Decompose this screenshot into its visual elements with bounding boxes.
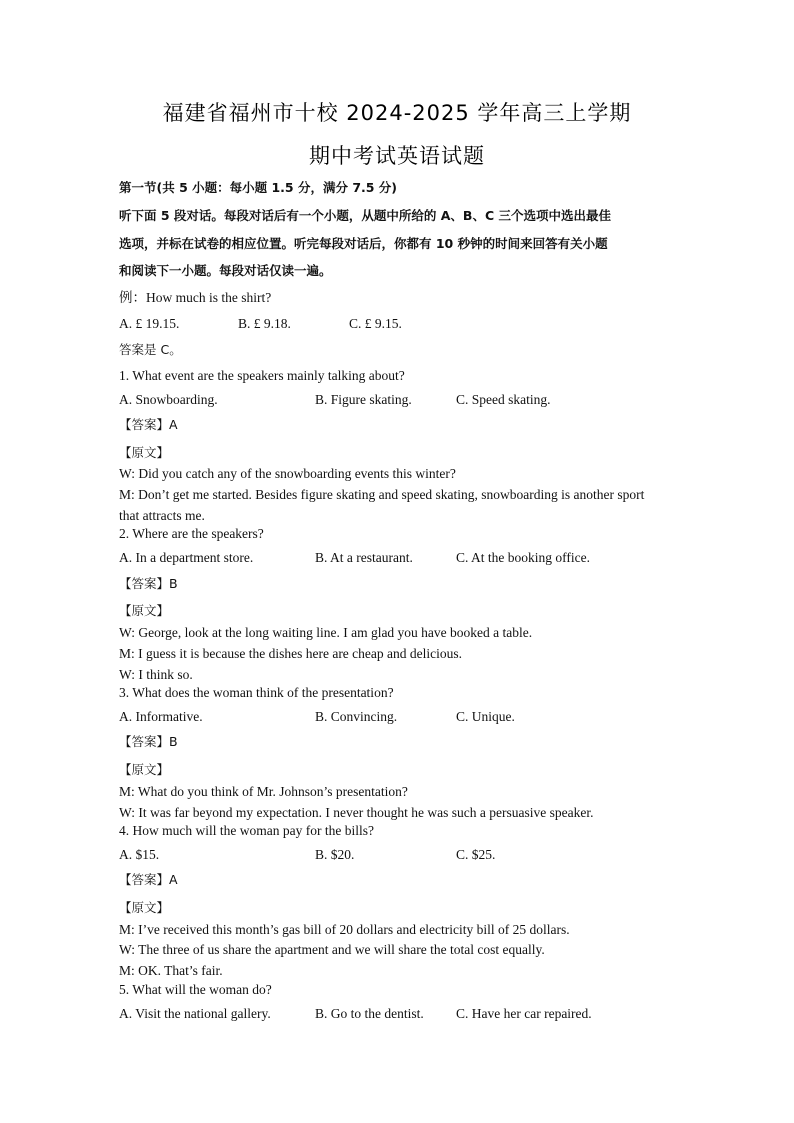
option-b: B. $20. — [315, 847, 355, 862]
transcript-line: M: OK. That’s fair. — [119, 963, 223, 978]
transcript-label: 【原文】 — [119, 445, 170, 460]
transcript-line: W: The three of us share the apartment and we will share the total cost equally. — [119, 942, 545, 957]
transcript-line: W: It was far beyond my expectation. I never thought he was such a persuasive speaker. — [119, 805, 594, 820]
option-a: A. $15. — [119, 847, 160, 862]
option-c: C. $25. — [456, 847, 496, 862]
option-c: C. At the booking office. — [456, 550, 590, 565]
example-option-a: A. £ 19.15. — [119, 316, 180, 331]
option-c: C. Have her car repaired. — [456, 1006, 592, 1021]
transcript-line: W: Did you catch any of the snowboarding events this winter? — [119, 466, 456, 481]
section-heading: 第一节(共 5 小题：每小题 1.5 分，满分 7.5 分) — [119, 180, 398, 195]
option-a: A. Informative. — [119, 709, 203, 724]
transcript-label: 【原文】 — [119, 900, 170, 915]
transcript-label: 【原文】 — [119, 762, 170, 777]
option-b: B. At a restaurant. — [315, 550, 413, 565]
option-b: B. Convincing. — [315, 709, 398, 724]
answer-label: 【答案】A — [119, 417, 178, 432]
answer-label: 【答案】B — [119, 734, 178, 749]
option-a: A. In a department store. — [119, 550, 254, 565]
question-text: 2. Where are the speakers? — [119, 526, 264, 541]
answer-label: 【答案】A — [119, 872, 178, 887]
transcript-line: that attracts me. — [119, 508, 205, 523]
option-b: B. Go to the dentist. — [315, 1006, 424, 1021]
transcript-line: M: Don’t get me started. Besides figure skating and speed skating, snowboarding is another sport — [119, 487, 645, 502]
document-title-line2: 期中考试英语试题 — [309, 144, 485, 168]
option-a: A. Visit the national gallery. — [119, 1006, 271, 1021]
transcript-line: M: What do you think of Mr. Johnson’s presentation? — [119, 784, 408, 799]
instructions-line: 听下面 5 段对话。每段对话后有一个小题，从题中所给的 A、B、C 三个选项中选出最佳 — [119, 208, 611, 223]
transcript-line: M: I guess it is because the dishes here are cheap and delicious. — [119, 646, 463, 661]
transcript-line: M: I’ve received this month’s gas bill of 20 dollars and electricity bill of 25 dollars. — [119, 922, 570, 937]
instructions-line: 和阅读下一小题。每段对话仅读一遍。 — [119, 263, 332, 278]
example-question: 例：How much is the shirt? — [119, 290, 272, 305]
option-b: B. Figure skating. — [315, 392, 412, 407]
transcript-line: W: George, look at the long waiting line. I am glad you have booked a table. — [119, 625, 533, 640]
instructions-line: 选项，并标在试卷的相应位置。听完每段对话后，你都有 10 秒钟的时间来回答有关小题 — [119, 236, 608, 251]
option-c: C. Unique. — [456, 709, 515, 724]
example-option-c: C. £ 9.15. — [349, 316, 402, 331]
document-title-line1: 福建省福州市十校 2024-2025 学年高三上学期 — [162, 101, 632, 125]
transcript-line: W: I think so. — [119, 667, 193, 682]
example-answer: 答案是 C。 — [119, 342, 182, 357]
option-a: A. Snowboarding. — [119, 392, 218, 407]
question-text: 3. What does the woman think of the presentation? — [119, 685, 394, 700]
question-text: 4. How much will the woman pay for the bills? — [119, 823, 374, 838]
example-option-b: B. £ 9.18. — [238, 316, 291, 331]
transcript-label: 【原文】 — [119, 603, 170, 618]
question-text: 5. What will the woman do? — [119, 982, 272, 997]
question-text: 1. What event are the speakers mainly talking about? — [119, 368, 405, 383]
answer-label: 【答案】B — [119, 576, 178, 591]
option-c: C. Speed skating. — [456, 392, 551, 407]
